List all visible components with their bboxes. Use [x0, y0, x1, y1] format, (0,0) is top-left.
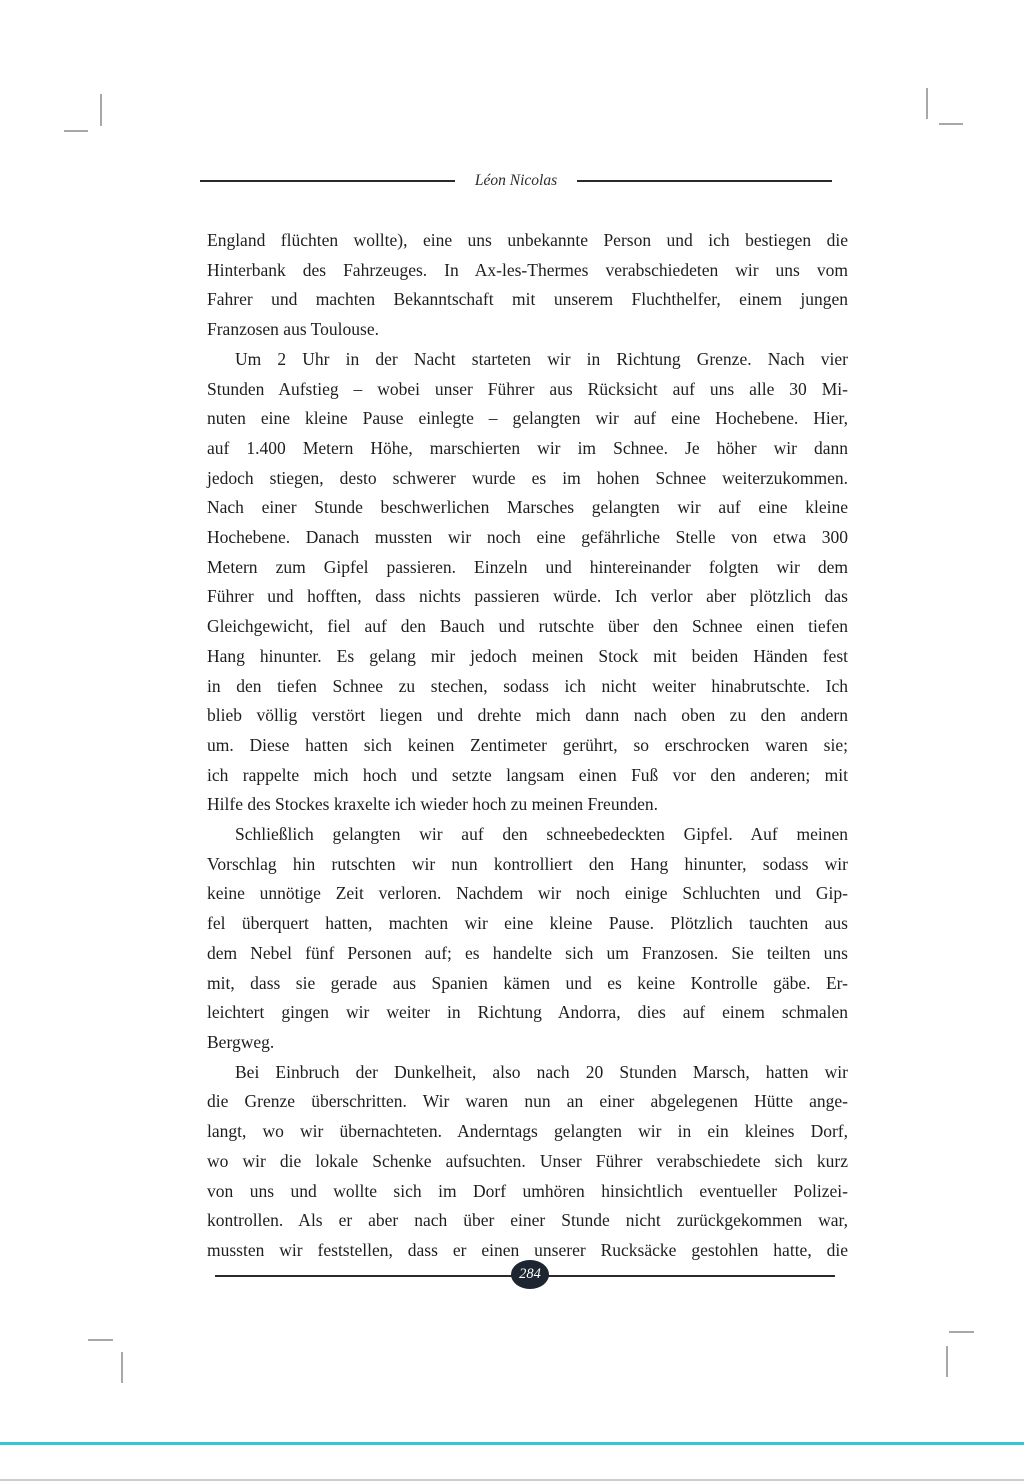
text-line: auf 1.400 Metern Höhe, marschierten wir im Schnee. Je höher wir dann [207, 437, 848, 458]
page-number-badge [511, 1260, 549, 1289]
crop-mark-top-right-vertical [926, 88, 928, 119]
text-line: ich rappelte mich hoch und setzte langsam einen Fuß vor den anderen; mit [207, 764, 848, 785]
text-line: leichtert gingen wir weiter in Richtung Andorra, dies auf einem schmalen [207, 1002, 848, 1023]
scan-edge-line [0, 1479, 1024, 1481]
text-line: um. Diese hatten sich keinen Zentimeter gerührt, so erschrocken waren sie; [207, 734, 848, 755]
text-line: langt, wo wir übernachteten. Anderntags gelangten wir in ein kleines Dorf, [207, 1121, 848, 1142]
text-line: Bergweg. [207, 1031, 275, 1052]
text-line: fel überquert hatten, machten wir eine kleine Pause. Plötzlich tauchten aus [207, 913, 848, 934]
paragraph [207, 1058, 848, 1266]
crop-mark-bottom-right-horizontal [949, 1331, 974, 1333]
text-line: in den tiefen Schnee zu stechen, sodass ich nicht weiter hinabrutschte. Ich [207, 675, 848, 696]
text-line: Gleichgewicht, fiel auf den Bauch und rutschte über den Schnee einen tiefen [207, 616, 848, 637]
text-line: Metern zum Gipfel passieren. Einzeln und hintereinander folgten wir dem [207, 556, 848, 577]
text-line: Schließlich gelangten wir auf den schneebedeckten Gipfel. Auf meinen [235, 824, 848, 845]
crop-mark-top-left-vertical [100, 94, 102, 126]
page-number: 284 [519, 1266, 541, 1282]
page-header [200, 172, 832, 190]
text-line: Stunden Aufstieg – wobei unser Führer aus Rücksicht auf uns alle 30 Mi- [207, 378, 848, 399]
text-line: nuten eine kleine Pause einlegte – gelangten wir auf eine Hochebene. Hier, [207, 408, 848, 429]
text-line: Hilfe des Stockes kraxelte ich wieder hoch zu meinen Freunden. [207, 794, 658, 815]
text-line: keine unnötige Zeit verloren. Nachdem wir noch einige Schluchten und Gip- [207, 883, 848, 904]
crop-mark-bottom-left-horizontal [88, 1339, 113, 1341]
header-rule-left [200, 180, 455, 182]
text-line: jedoch stiegen, desto schwerer wurde es im hohen Schnee weiterzukommen. [207, 467, 848, 488]
crop-mark-bottom-right-vertical [946, 1346, 948, 1377]
text-line: Fahrer und machten Bekanntschaft mit unserem Fluchthelfer, einem jungen [207, 289, 848, 310]
body-text [207, 226, 848, 1266]
text-line: kontrollen. Als er aber nach über einer Stunde nicht zurückgekommen war, [207, 1210, 848, 1231]
text-line: Bei Einbruch der Dunkelheit, also nach 20 Stunden Marsch, hatten wir [235, 1061, 848, 1082]
crop-mark-top-right-horizontal [939, 123, 963, 125]
paragraph [207, 820, 848, 1058]
text-line: mussten wir feststellen, dass er einen unserer Rucksäcke gestohlen hatte, die [207, 1239, 848, 1260]
text-line: mit, dass sie gerade aus Spanien kämen und es keine Kontrolle gäbe. Er- [207, 972, 848, 993]
text-line: Führer und hofften, dass nichts passieren würde. Ich verlor aber plötzlich das [207, 586, 848, 607]
crop-mark-bottom-left-vertical [121, 1352, 123, 1383]
scan-artifact-line [0, 1442, 1024, 1445]
crop-mark-top-left-horizontal [64, 130, 88, 132]
text-line: Hochebene. Danach mussten wir noch eine gefährliche Stelle von etwa 300 [207, 527, 848, 548]
text-line: Vorschlag hin rutschten wir nun kontrolliert den Hang hinunter, sodass wir [207, 853, 848, 874]
text-line: Nach einer Stunde beschwerlichen Marsches gelangten wir auf eine kleine [207, 497, 848, 518]
text-line: blieb völlig verstört liegen und drehte mich dann nach oben zu den andern [207, 705, 848, 726]
running-head-author: Léon Nicolas [474, 172, 558, 189]
text-line: Hinterbank des Fahrzeuges. In Ax-les-Thermes verabschiedeten wir uns vom [207, 259, 848, 280]
text-line: Franzosen aus Toulouse. [207, 319, 379, 340]
header-rule-right [577, 180, 832, 182]
text-line: England flüchten wollte), eine uns unbekannte Person und ich bestiegen die [207, 230, 848, 250]
text-line: wo wir die lokale Schenke aufsuchten. Unser Führer verabschiedete sich kurz [207, 1150, 848, 1171]
paragraph [207, 226, 848, 345]
text-line: von uns und wollte sich im Dorf umhören hinsichtlich eventueller Polizei- [207, 1180, 848, 1201]
text-line: die Grenze überschritten. Wir waren nun an einer abgelegenen Hütte ange- [207, 1091, 848, 1112]
paragraph [207, 345, 848, 820]
text-line: Hang hinunter. Es gelang mir jedoch meinen Stock mit beiden Händen fest [207, 645, 848, 666]
text-line: dem Nebel fünf Personen auf; es handelte sich um Franzosen. Sie teilten uns [207, 942, 848, 963]
text-line: Um 2 Uhr in der Nacht starteten wir in Richtung Grenze. Nach vier [235, 348, 848, 369]
